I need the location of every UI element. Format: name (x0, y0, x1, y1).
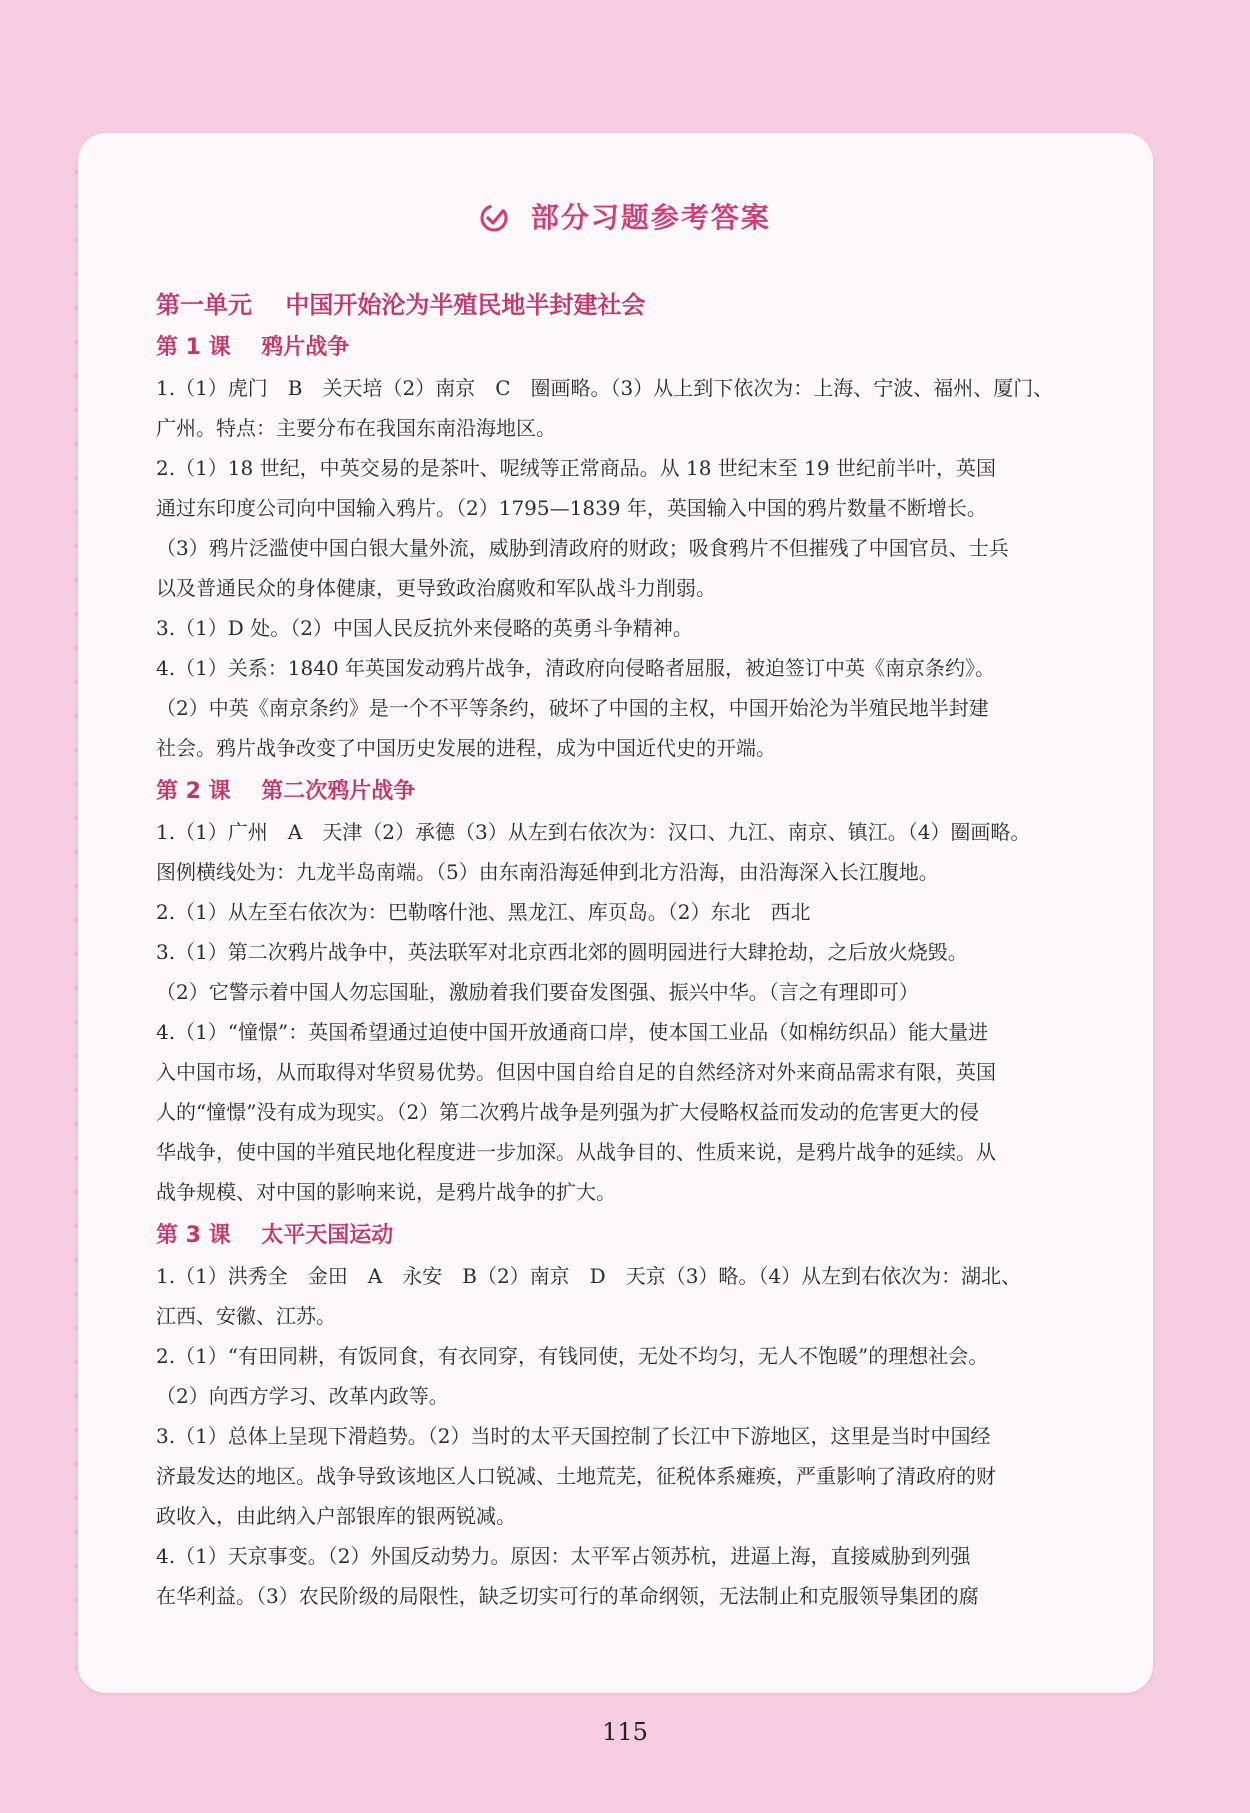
answer-line: 通过东印度公司向中国输入鸦片。（2）1795—1839 年，英国输入中国的鸦片数量不断增长。 (156, 496, 987, 520)
answer-line: （2）它警示着中国人勿忘国耻，激励着我们要奋发图强、振兴中华。（言之有理即可） (156, 980, 919, 1004)
answer-line: 济最发达的地区。战争导致该地区人口锐减、土地荒芜，征税体系瘫痪，严重影响了清政府的财 (156, 1464, 996, 1488)
answer-line: 4.（1）天京事变。（2）外国反动势力。原因：太平军占领苏杭，进逼上海，直接威胁到列强 (156, 1544, 971, 1568)
answer-line: 3.（1）D 处。（2）中国人民反抗外来侵略的英勇斗争精神。 (156, 616, 693, 640)
answer-line: 3.（1）总体上呈现下滑趋势。（2）当时的太平天国控制了长江中下游地区，这里是当时中国经 (156, 1424, 991, 1448)
answer-line: 江西、安徽、江苏。 (156, 1304, 336, 1328)
answer-line: 广州。特点：主要分布在我国东南沿海地区。 (156, 416, 556, 440)
answer-line: （2）中英《南京条约》是一个不平等条约，破坏了中国的主权，中国开始沦为半殖民地半封建 (156, 696, 989, 720)
answer-line: 在华利益。（3）农民阶级的局限性，缺乏切实可行的革命纲领，无法制止和克服领导集团的腐 (156, 1584, 979, 1608)
answer-line: 人的“憧憬”没有成为现实。（2）第二次鸦片战争是列强为扩大侵略权益而发动的危害更大的侵 (156, 1100, 980, 1124)
answer-line: 1.（1）洪秀全 金田 A 永安 B（2）南京 D 天京（3）略。（4）从左到右依次为：湖北、 (156, 1264, 1022, 1288)
answer-line: 1.（1）广州 A 天津（2）承德（3）从左到右依次为：汉口、九江、南京、镇江。（4）圈画略。 (156, 820, 1031, 844)
answer-line: 4.（1）“憧憬”：英国希望通过迫使中国开放通商口岸，使本国工业品（如棉纺织品）能大量进 (156, 1020, 989, 1044)
lesson-heading-2: 第 2 课 第二次鸦片战争 (156, 779, 416, 804)
answer-line: 以及普通民众的身体健康，更导致政治腐败和军队战斗力削弱。 (156, 576, 716, 600)
page-title (0, 196, 1250, 236)
check-circle-icon (479, 203, 509, 233)
answer-line: 社会。鸦片战争改变了中国历史发展的进程，成为中国近代史的开端。 (156, 736, 776, 760)
answer-line: 政收入，由此纳入户部银库的银两锐减。 (156, 1504, 516, 1528)
page-title-text: 部分习题参考答案 (530, 201, 771, 234)
answer-line: （2）向西方学习、改革内政等。 (156, 1384, 449, 1408)
answer-line: 2.（1）“有田同耕，有饭同食，有衣同穿，有钱同使，无处不均匀，无人不饱暖”的理想社会。 (156, 1344, 989, 1368)
answer-line: 入中国市场，从而取得对华贸易优势。但因中国自给自足的自然经济对外来商品需求有限，英国 (156, 1060, 996, 1084)
answer-line: 战争规模、对中国的影响来说，是鸦片战争的扩大。 (156, 1180, 616, 1204)
answer-content (156, 282, 1124, 1616)
answer-line: （3）鸦片泛滥使中国白银大量外流，威胁到清政府的财政；吸食鸦片不但摧残了中国官员、士兵 (156, 536, 1009, 560)
answer-line: 2.（1）18 世纪，中英交易的是茶叶、呢绒等正常商品。从 18 世纪末至 19 世纪前半叶，英国 (156, 456, 996, 480)
answer-line: 3.（1）第二次鸦片战争中，英法联军对北京西北郊的圆明园进行大肆抢劫，之后放火烧毁。 (156, 940, 968, 964)
answer-line: 2.（1）从左至右依次为：巴勒喀什池、黑龙江、库页岛。（2）东北 西北 (156, 900, 811, 924)
answer-line: 1.（1）虎门 B 关天培（2）南京 C 圈画略。（3）从上到下依次为：上海、宁波、福州、厦门、 (156, 376, 1054, 400)
unit-heading: 第一单元 中国开始沦为半殖民地半封建社会 (156, 291, 646, 319)
page-number: 115 (602, 1718, 648, 1746)
answer-line: 图例横线处为：九龙半岛南端。（5）由东南沿海延伸到北方沿海，由沿海深入长江腹地。 (156, 860, 939, 884)
lesson-heading-1: 第 1 课 鸦片战争 (156, 335, 350, 360)
answer-line: 华战争，使中国的半殖民地化程度进一步加深。从战争目的、性质来说，是鸦片战争的延续。从 (156, 1140, 996, 1164)
lesson-heading-3: 第 3 课 太平天国运动 (156, 1223, 394, 1248)
answer-line: 4.（1）关系：1840 年英国发动鸦片战争，清政府向侵略者屈服，被迫签订中英《南京条约》。 (156, 656, 996, 680)
